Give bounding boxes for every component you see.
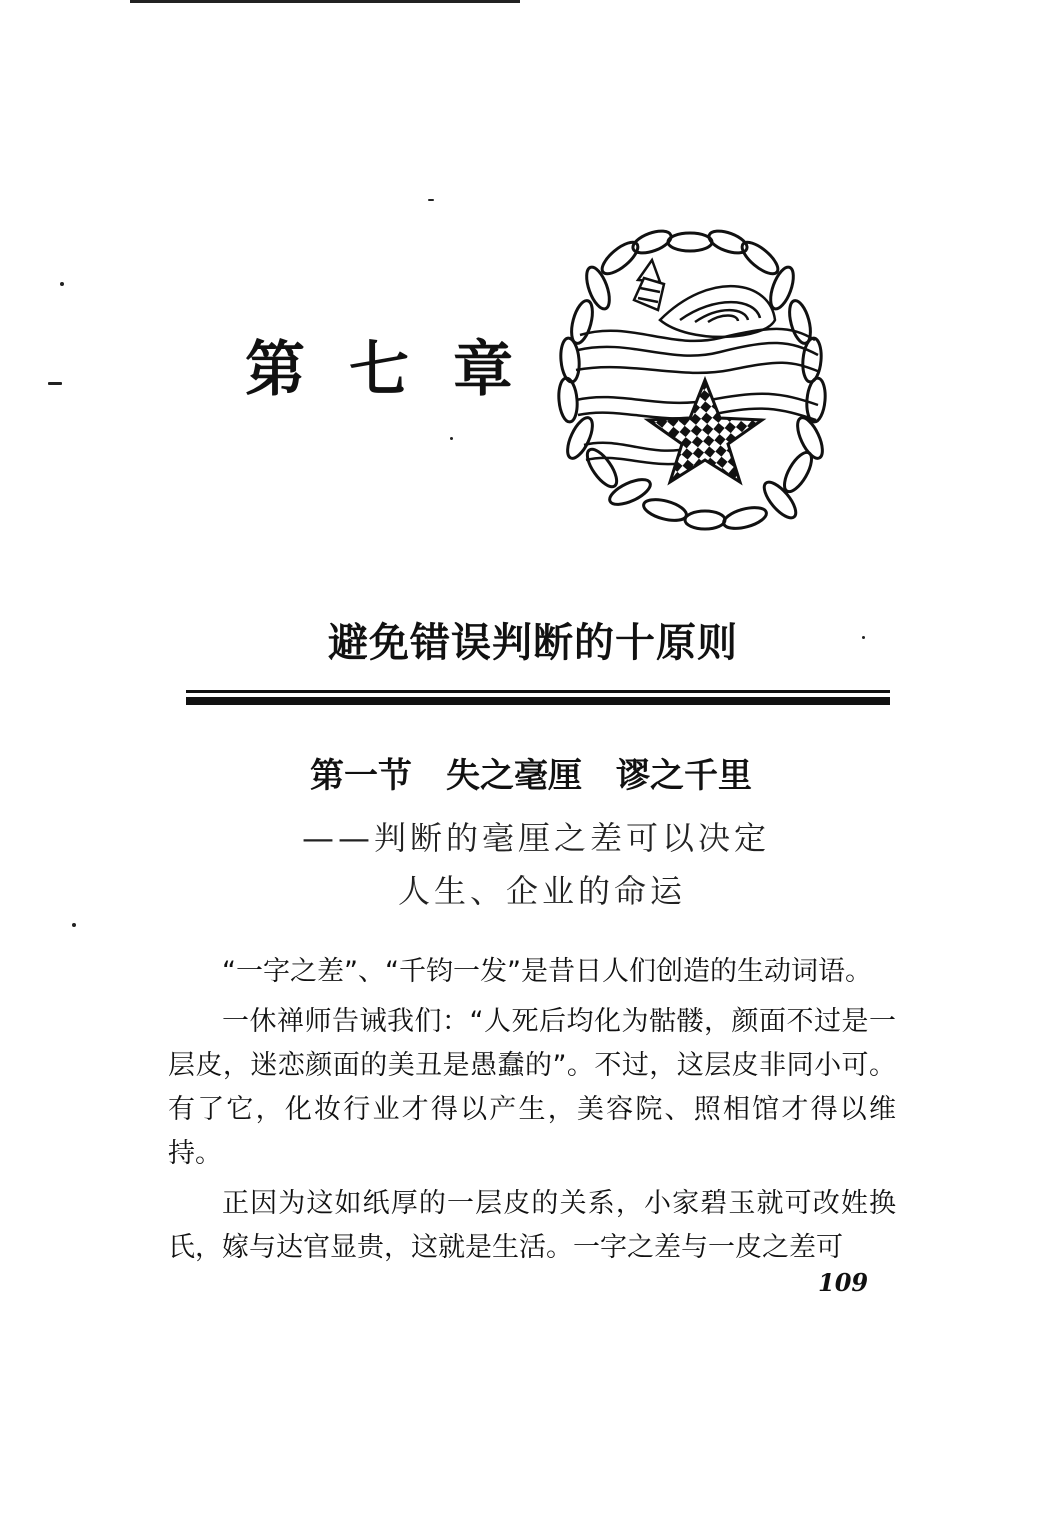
- paragraph: 一休禅师告诫我们：“人死后均化为骷髅，颜面不过是一层皮，迷恋颜面的美丑是愚蠢的”。不过，这层皮非同小可。有了它，化妆行业才得以产生，美容院、照相馆才得以维持。: [168, 1006, 896, 1169]
- seashell-icon: [634, 260, 775, 337]
- title-rule-thick: [186, 697, 890, 705]
- subtitle-line-2: 人生、企业的命运: [398, 872, 687, 910]
- chapter-title: 第七章: [245, 335, 557, 405]
- chain-frame-icon: [557, 227, 827, 533]
- subtitle-line-1: ——判断的毫厘之差可以决定: [302, 819, 771, 857]
- paragraph: 正因为这如纸厚的一层皮的关系，小家碧玉就可改姓换氏，嫁与达官显贵，这就是生活。一字之差与一皮之差可: [168, 1188, 896, 1263]
- scan-speck: [60, 282, 64, 286]
- page-number: 109: [818, 1268, 869, 1297]
- scan-speck: [450, 437, 453, 440]
- body-text: [168, 950, 896, 1276]
- scan-speck: [72, 923, 76, 927]
- title-rule-thin: [186, 690, 890, 693]
- top-edge-rule: [130, 0, 520, 3]
- chapter-emblem: [540, 200, 840, 540]
- scan-speck: [428, 199, 434, 201]
- paragraph: “一字之差”、“千钧一发”是昔日人们创造的生动词语。: [222, 956, 872, 987]
- section-title: 第一节 失之毫厘 谬之千里: [310, 756, 752, 796]
- book-title: 避免错误判断的十原则: [328, 619, 738, 666]
- scan-speck: [48, 382, 62, 385]
- scan-speck: [862, 636, 865, 639]
